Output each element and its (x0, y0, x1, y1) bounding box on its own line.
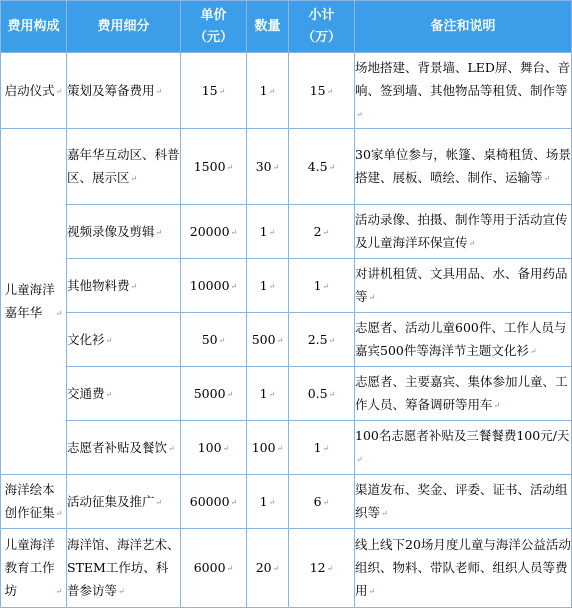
table-row (1, 53, 572, 129)
price-cell (181, 367, 247, 421)
paragraph-mark-icon (544, 174, 551, 183)
header-qty: 数量 (247, 1, 289, 53)
paragraph-mark-icon (56, 309, 63, 318)
paragraph-mark-icon (219, 336, 226, 345)
paragraph-mark-icon (156, 228, 163, 237)
qty-cell (247, 367, 289, 421)
paragraph-mark-icon (469, 239, 476, 248)
paragraph-mark-icon (369, 293, 376, 302)
paragraph-mark-icon (227, 163, 234, 172)
note-text: 活动录像、拍摄、制作等用于活动宣传及儿童海洋环保宣传 (355, 212, 568, 250)
category-cell (1, 53, 67, 129)
note-cell (355, 475, 572, 529)
paragraph-mark-icon (231, 282, 238, 291)
price-cell (181, 313, 247, 367)
paragraph-mark-icon (156, 87, 163, 96)
paragraph-mark-icon (356, 110, 363, 119)
note-text: 对讲机租赁、文具用品、水、备用药品等 (355, 266, 568, 304)
item-cell (67, 529, 181, 608)
subtotal-text: 1 (313, 439, 322, 455)
qty-cell (247, 53, 289, 129)
subtotal-cell (289, 421, 355, 475)
paragraph-mark-icon (56, 87, 63, 96)
price-cell (181, 53, 247, 129)
qty-text: 500 (251, 331, 276, 347)
item-text: 其他物料费 (67, 277, 130, 293)
paragraph-mark-icon (323, 498, 330, 507)
subtotal-cell (289, 529, 355, 608)
paragraph-mark-icon (356, 455, 363, 464)
paragraph-mark-icon (118, 587, 125, 596)
note-text: 线上线下20场月度儿童与海洋公益活动组织、物料、带队老师、组织人员等费用 (355, 537, 571, 598)
category-cell (1, 475, 67, 529)
category-cell (1, 129, 67, 475)
note-text: 渠道发布、奖金、评委、证书、活动组织等 (355, 482, 568, 520)
paragraph-mark-icon (227, 390, 234, 399)
subtotal-text: 4.5 (307, 158, 328, 174)
item-cell (67, 53, 181, 129)
qty-cell (247, 259, 289, 313)
item-text: 嘉年华互动区、科普区、展示区 (67, 147, 180, 185)
note-cell (355, 421, 572, 475)
header-note: 备注和说明 (355, 1, 572, 53)
table-row (1, 421, 572, 475)
subtotal-text: 0.5 (307, 385, 328, 401)
price-text: 100 (197, 439, 222, 455)
item-cell (67, 367, 181, 421)
header-category: 费用构成 (1, 1, 67, 53)
note-text: 志愿者、活动儿童600件、工作人员与嘉宾500件等海洋节主题文化衫 (355, 320, 567, 358)
category-label: 儿童海洋教育工作坊 (4, 537, 55, 598)
price-text: 1500 (193, 158, 226, 174)
table-row (1, 367, 572, 421)
qty-text: 1 (259, 277, 268, 293)
paragraph-mark-icon (168, 444, 175, 453)
price-text: 5000 (193, 385, 226, 401)
table-row (1, 529, 572, 608)
paragraph-mark-icon (106, 336, 113, 345)
item-text: 交通费 (67, 385, 105, 401)
paragraph-mark-icon (329, 336, 336, 345)
note-text: 场地搭建、背景墙、LED屏、舞台、音响、签到墙、其他物品等租赁、制作等 (355, 59, 570, 98)
paragraph-mark-icon (277, 444, 284, 453)
item-cell (67, 475, 181, 529)
paragraph-mark-icon (329, 163, 336, 172)
paragraph-mark-icon (530, 347, 537, 356)
subtotal-text: 1 (313, 277, 322, 293)
subtotal-text: 12 (309, 560, 326, 575)
paragraph-mark-icon (219, 87, 226, 96)
note-text: 志愿者、主要嘉宾、集体参加儿童、工作人员、筹备调研等用车 (355, 374, 568, 412)
paragraph-mark-icon (494, 401, 501, 410)
qty-text: 30 (255, 158, 272, 174)
note-cell (355, 313, 572, 367)
price-text: 50 (201, 331, 218, 347)
paragraph-mark-icon (106, 390, 113, 399)
subtotal-text: 2 (313, 223, 322, 239)
header-subtotal (289, 1, 355, 53)
note-text: 30家单位参与，帐篷、桌椅租赁、场景搭建、展板、喷绘、制作、运输等 (355, 147, 571, 185)
item-cell (67, 259, 181, 313)
subtotal-cell (289, 129, 355, 205)
price-text: 20000 (189, 223, 230, 239)
header-price (181, 1, 247, 53)
paragraph-mark-icon (223, 444, 230, 453)
paragraph-mark-icon (269, 390, 276, 399)
paragraph-mark-icon (56, 509, 63, 518)
item-text: 志愿者补贴及餐饮 (67, 439, 168, 455)
paragraph-mark-icon (156, 498, 163, 507)
price-cell (181, 205, 247, 259)
price-cell (181, 129, 247, 205)
subtotal-text: 6 (313, 493, 322, 509)
item-cell (67, 129, 181, 205)
paragraph-mark-icon (227, 564, 234, 573)
note-cell (355, 205, 572, 259)
item-cell (67, 313, 181, 367)
subtotal-text: 2.5 (307, 331, 328, 347)
table-body (1, 53, 572, 608)
note-cell (355, 129, 572, 205)
paragraph-mark-icon (323, 228, 330, 237)
qty-text: 1 (259, 493, 268, 509)
subtotal-text: 15 (309, 82, 326, 98)
table-row (1, 129, 572, 205)
paragraph-mark-icon (269, 87, 276, 96)
qty-cell (247, 205, 289, 259)
price-text: 6000 (193, 560, 226, 575)
paragraph-mark-icon (273, 564, 280, 573)
subtotal-cell (289, 367, 355, 421)
item-text: 视频录像及剪辑 (67, 223, 155, 239)
qty-text: 1 (259, 82, 268, 98)
qty-text: 1 (259, 385, 268, 401)
category-label: 海洋绘本创作征集 (4, 482, 55, 520)
paragraph-mark-icon (269, 498, 276, 507)
paragraph-mark-icon (323, 444, 330, 453)
header-price-line2: （元） (193, 29, 233, 45)
paragraph-mark-icon (277, 336, 284, 345)
qty-text: 1 (259, 223, 268, 239)
price-text: 60000 (189, 493, 230, 509)
paragraph-mark-icon (269, 228, 276, 237)
category-label: 儿童海洋嘉年华 (4, 282, 55, 320)
paragraph-mark-icon (329, 390, 336, 399)
paragraph-mark-icon (231, 498, 238, 507)
price-cell (181, 529, 247, 608)
paragraph-mark-icon (273, 163, 280, 172)
price-text: 10000 (189, 277, 230, 293)
subtotal-cell (289, 475, 355, 529)
paragraph-mark-icon (56, 587, 63, 596)
item-text: 活动征集及推广 (67, 493, 155, 509)
table-row (1, 205, 572, 259)
note-text: 100名志愿者补贴及三餐餐费100元/天 (355, 428, 570, 443)
table-row (1, 475, 572, 529)
item-text: 文化衫 (67, 331, 105, 347)
header-subtotal-line2: （万） (301, 29, 341, 45)
note-cell (355, 367, 572, 421)
subtotal-cell (289, 259, 355, 313)
qty-cell (247, 129, 289, 205)
paragraph-mark-icon (269, 282, 276, 291)
paragraph-mark-icon (131, 282, 138, 291)
qty-text: 100 (251, 439, 276, 455)
paragraph-mark-icon (131, 174, 138, 183)
qty-cell (247, 529, 289, 608)
subtotal-cell (289, 313, 355, 367)
price-cell (181, 421, 247, 475)
item-text: 海洋馆、海洋艺术、STEM工作坊、科普参访等 (67, 537, 180, 598)
qty-cell (247, 313, 289, 367)
paragraph-mark-icon (369, 587, 376, 596)
table-row (1, 259, 572, 313)
price-cell (181, 259, 247, 313)
header-price-line1: 单价 (200, 7, 227, 23)
paragraph-mark-icon (327, 564, 334, 573)
note-cell (355, 53, 572, 129)
header-item: 费用细分 (67, 1, 181, 53)
header-row (1, 1, 572, 53)
price-text: 15 (201, 82, 218, 98)
category-label: 启动仪式 (4, 82, 55, 98)
item-cell (67, 421, 181, 475)
qty-cell (247, 421, 289, 475)
qty-text: 20 (255, 560, 272, 575)
item-text: 策划及筹备费用 (67, 82, 155, 98)
note-cell (355, 529, 572, 608)
table-header (1, 1, 572, 53)
price-cell (181, 475, 247, 529)
qty-cell (247, 475, 289, 529)
note-cell (355, 259, 572, 313)
paragraph-mark-icon (327, 87, 334, 96)
header-subtotal-line1: 小计 (308, 7, 335, 23)
subtotal-cell (289, 205, 355, 259)
subtotal-cell (289, 53, 355, 129)
paragraph-mark-icon (231, 228, 238, 237)
paragraph-mark-icon (323, 282, 330, 291)
table-row (1, 313, 572, 367)
item-cell (67, 205, 181, 259)
paragraph-mark-icon (381, 509, 388, 518)
category-cell (1, 529, 67, 608)
